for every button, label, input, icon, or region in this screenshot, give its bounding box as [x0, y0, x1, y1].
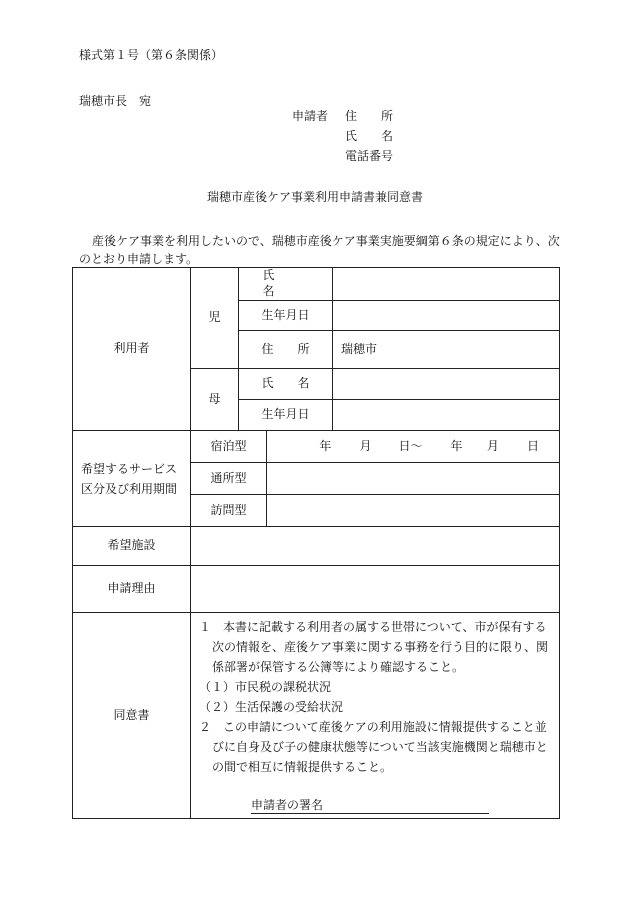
child-dob-field[interactable] — [333, 301, 560, 331]
date-unit: 日～ — [398, 438, 423, 453]
mother-name-label: 氏 名 — [239, 369, 333, 400]
child-dob-label: 生年月日 — [239, 301, 333, 331]
service-stay-dates[interactable] — [267, 431, 560, 463]
label-text: 氏 名 — [262, 268, 299, 298]
mother-dob-label: 生年月日 — [239, 400, 333, 431]
service-type-day: 通所型 — [191, 463, 267, 495]
service-label — [73, 431, 191, 527]
service-label-text: 希望するサービス区分及び利用期間 — [81, 461, 178, 496]
date-unit: 年 — [450, 438, 463, 453]
date-unit: 月 — [359, 438, 372, 453]
consent-item-1-2: （２）生活保護の受給状況 — [199, 700, 344, 714]
intro-paragraph: 産後ケア事業を利用したいので、瑞穂市産後ケア事業実施要綱第６条の規定により、次のとおり申請します。 — [79, 234, 560, 266]
document-title: 瑞穂市産後ケア事業利用申請書兼同意書 — [206, 190, 423, 204]
applicant-address-label: 住 所 — [345, 109, 394, 123]
form-number-label: 様式第１号（第６条関係） — [79, 48, 224, 62]
date-unit: 月 — [486, 438, 499, 453]
signature-line[interactable] — [251, 797, 489, 814]
child-address-label: 住 所 — [239, 331, 333, 369]
child-label: 児 — [191, 268, 239, 369]
consent-item-1-1: （１）市民税の課税状況 — [199, 680, 332, 694]
consent-item-1: １ 本書に記載する利用者の属する世帯について、市が保有する次の情報を、産後ケア事業に関する事務を行う目的に限り、関係部署が保管する公簿等により確認すること。 — [199, 620, 549, 674]
application-table — [72, 267, 560, 819]
service-visit-field[interactable] — [267, 495, 560, 527]
applicant-header: 申請者 — [292, 109, 329, 123]
mother-dob-field[interactable] — [333, 400, 560, 431]
facility-label: 希望施設 — [73, 527, 191, 566]
addressee: 瑞穂市長 宛 — [79, 94, 152, 108]
reason-label: 申請理由 — [73, 566, 191, 613]
date-range — [275, 439, 551, 455]
service-type-visit: 訪問型 — [191, 495, 267, 527]
service-type-stay: 宿泊型 — [191, 431, 267, 463]
facility-field[interactable] — [191, 527, 560, 566]
child-address-value: 瑞穂市 — [341, 341, 378, 356]
child-address-field[interactable] — [333, 331, 560, 369]
consent-item-2: ２ この申請について産後ケアの利用施設に情報提供すること並びに自身及び子の健康状態等について当該実施機関と瑞穂市との間で相互に情報提供すること。 — [199, 720, 548, 774]
child-name-field[interactable] — [333, 268, 560, 301]
consent-label: 同意書 — [73, 613, 191, 819]
signature-label: 申請者の署名 — [251, 798, 324, 812]
mother-name-field[interactable] — [333, 369, 560, 400]
service-day-field[interactable] — [267, 463, 560, 495]
applicant-name-label: 氏 名 — [345, 129, 394, 143]
mother-label: 母 — [191, 369, 239, 431]
reason-field[interactable] — [191, 566, 560, 613]
user-label: 利用者 — [73, 268, 191, 431]
date-unit: 年 — [319, 438, 332, 453]
consent-text — [191, 613, 560, 819]
applicant-phone-label: 電話番号 — [345, 149, 394, 163]
date-unit: 日 — [526, 438, 539, 453]
child-name-label — [239, 268, 333, 301]
